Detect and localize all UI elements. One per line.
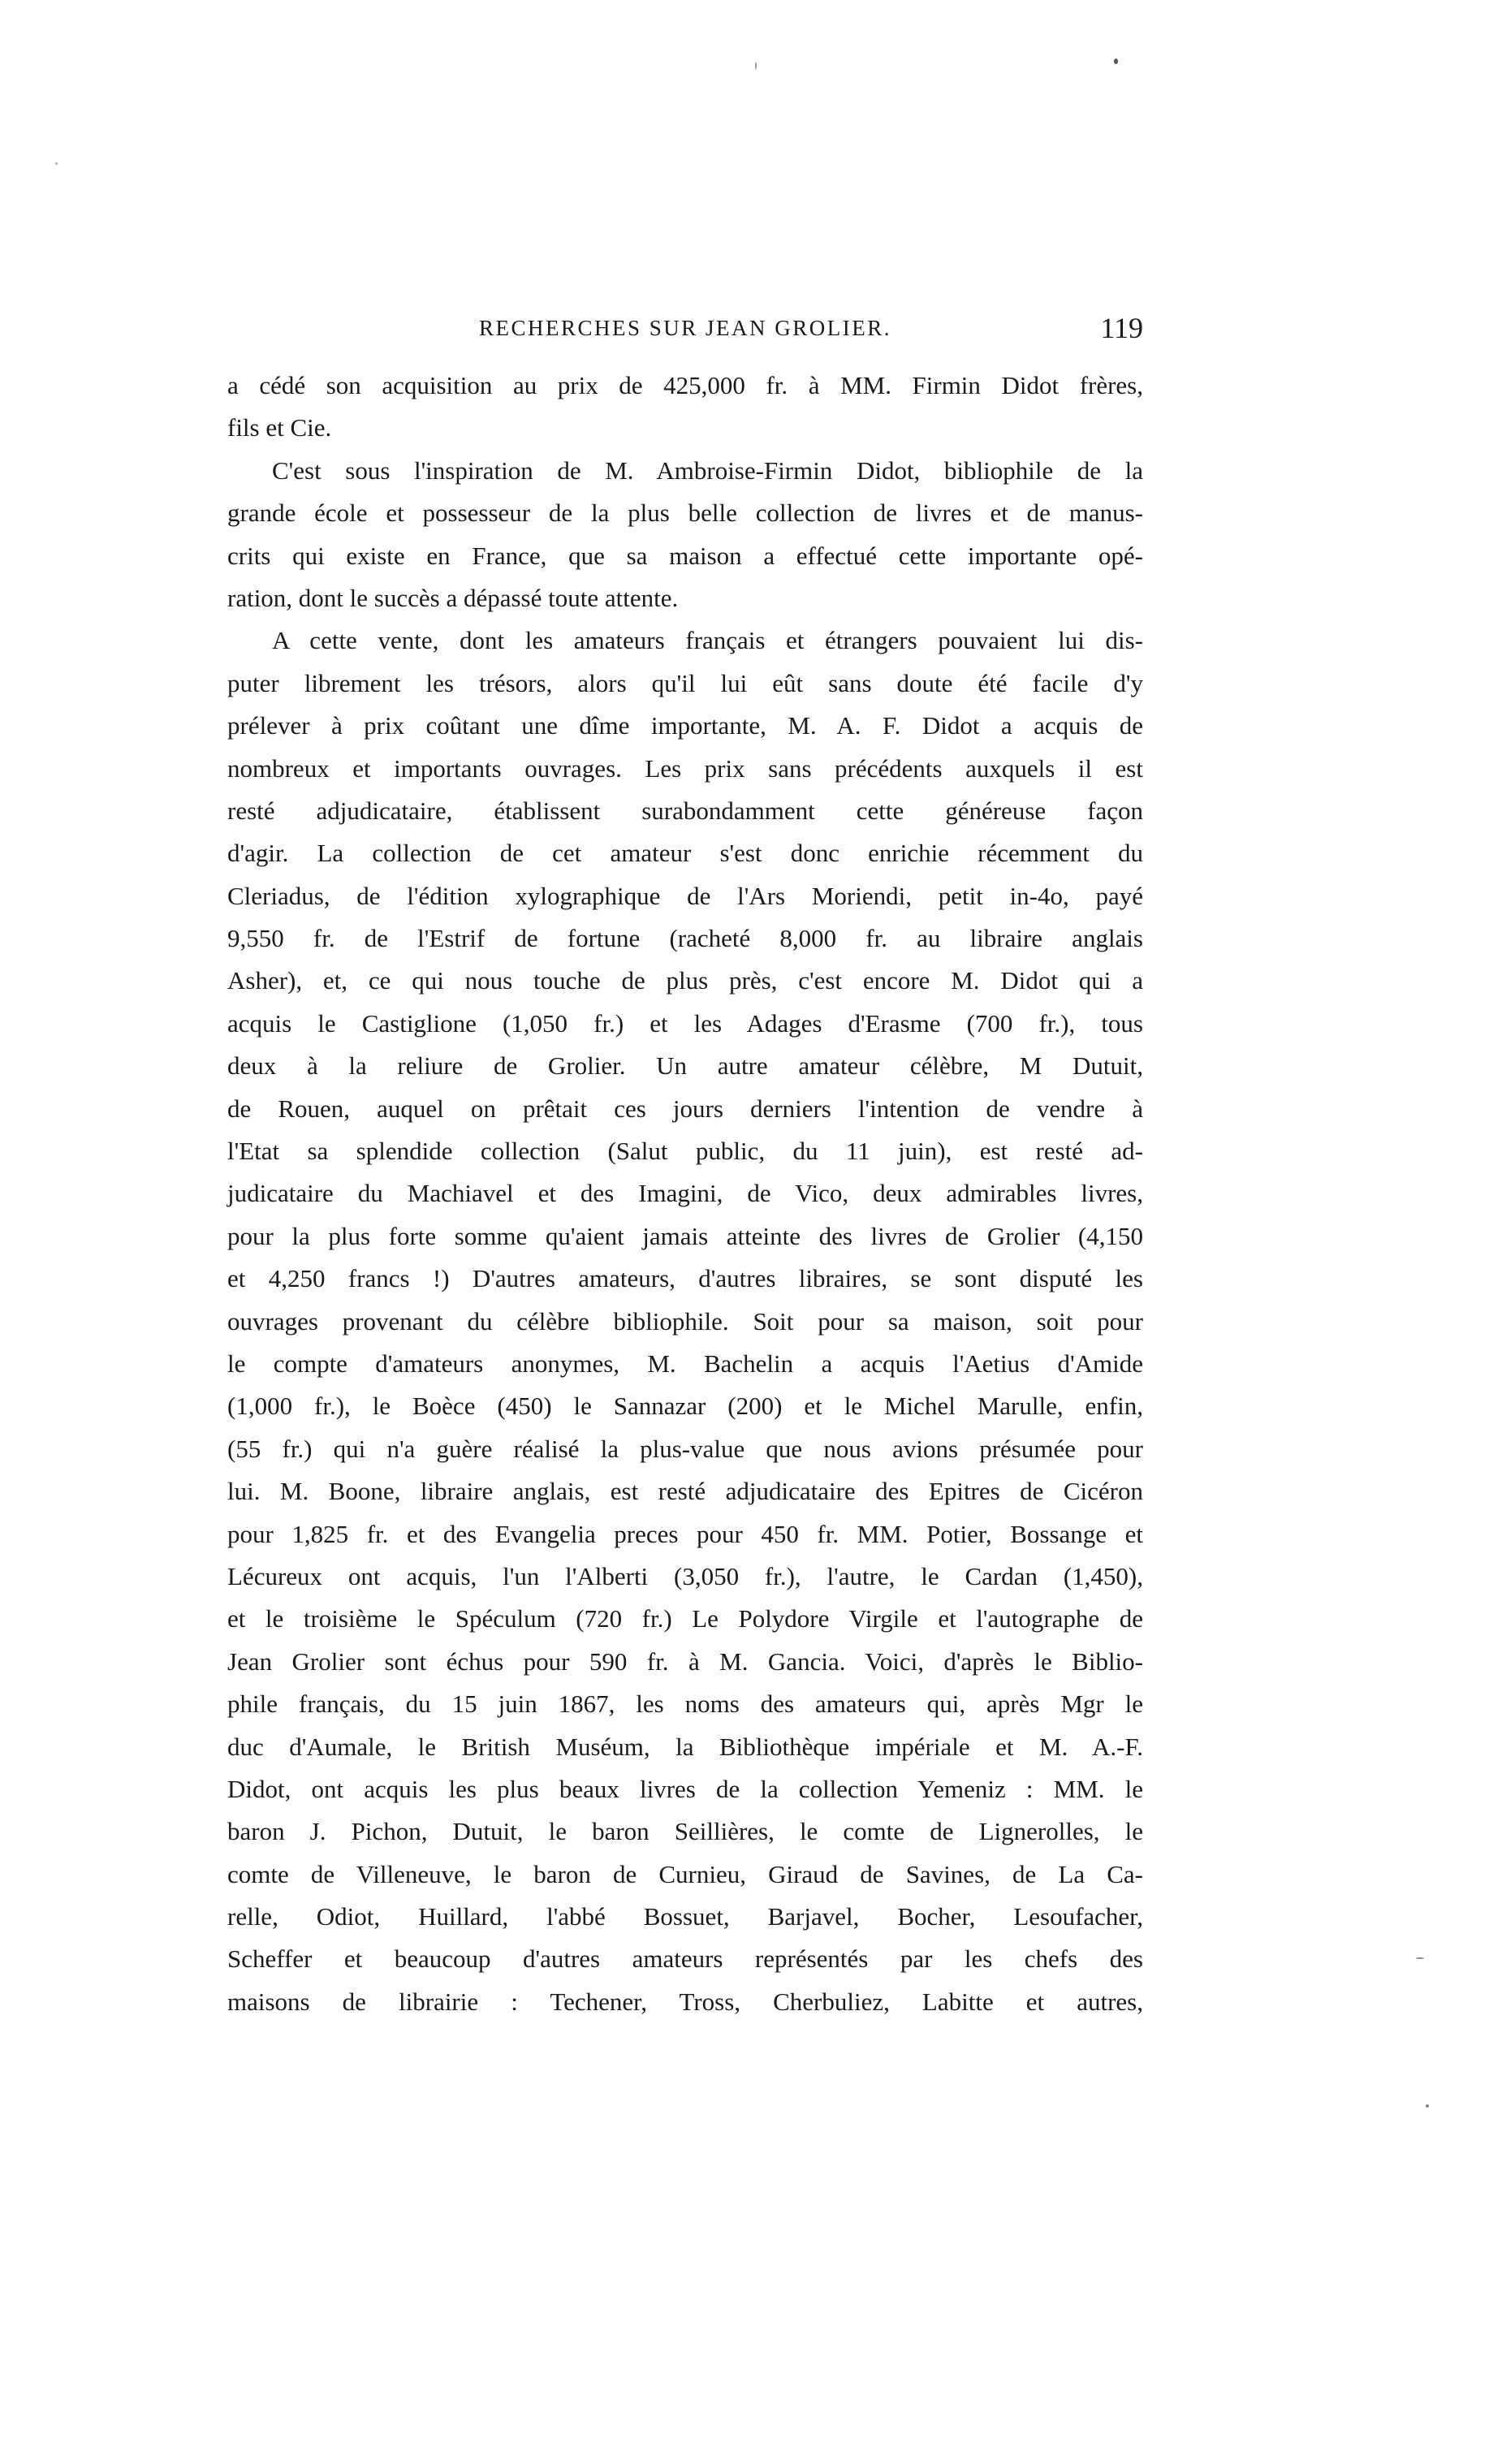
text-line: ration, dont le succès a dépassé toute attente.	[227, 583, 679, 612]
text-line: deux à la reliure de Grolier. Un autre amateur célèbre, M Dutuit,	[227, 1051, 1143, 1081]
text-line: (1,000 fr.), le Boèce (450) le Sannazar (200) et le Michel Marulle, enfin,	[227, 1392, 1143, 1421]
text-line: relle, Odiot, Huillard, l'abbé Bossuet, Barjavel, Bocher, Lesoufacher,	[227, 1902, 1143, 1931]
text-line: prélever à prix coûtant une dîme importante, M. A. F. Didot a acquis de	[227, 711, 1143, 740]
text-line: maisons de librairie : Techener, Tross, Cherbuliez, Labitte et autres,	[227, 1987, 1143, 2016]
text-line: (55 fr.) qui n'a guère réalisé la plus-value que nous avions présumée pour	[227, 1434, 1143, 1463]
text-line: d'agir. La collection de cet amateur s'est donc enrichie récemment du	[227, 839, 1143, 868]
text-line: puter librement les trésors, alors qu'il lui eût sans doute été facile d'y	[227, 668, 1143, 697]
text-line: acquis le Castiglione (1,050 fr.) et les Adages d'Erasme (700 fr.), tous	[227, 1008, 1143, 1038]
text-line: Didot, ont acquis les plus beaux livres de la collection Yemeniz : MM. le	[227, 1774, 1143, 1803]
paper-speck	[1114, 58, 1118, 64]
paper-speck	[1426, 2104, 1429, 2108]
body-text	[227, 365, 1143, 2023]
text-line: Asher), et, ce qui nous touche de plus près, c'est encore M. Didot qui a	[227, 966, 1143, 995]
paper-speck	[55, 162, 58, 165]
paper-speck	[1416, 1957, 1424, 1959]
text-line: A cette vente, dont les amateurs français et étrangers pouvaient lui dis-	[272, 626, 1143, 655]
text-line: ouvrages provenant du célèbre bibliophile. Soit pour sa maison, soit pour	[227, 1306, 1143, 1336]
text-line: judicataire du Machiavel et des Imagini, de Vico, deux admirables livres,	[227, 1179, 1143, 1208]
text-line: duc d'Aumale, le British Muséum, la Bibliothèque impériale et M. A.-F.	[227, 1732, 1143, 1761]
text-line: C'est sous l'inspiration de M. Ambroise-Firmin Didot, bibliophile de la	[272, 455, 1143, 485]
text-line: baron J. Pichon, Dutuit, le baron Seillières, le comte de Lignerolles, le	[227, 1817, 1143, 1846]
text-line: phile français, du 15 juin 1867, les noms des amateurs qui, après Mgr le	[227, 1689, 1143, 1719]
running-head	[227, 311, 1143, 352]
text-line: et le troisième le Spéculum (720 fr.) Le Polydore Virgile et l'autographe de	[227, 1604, 1143, 1633]
text-line: resté adjudicataire, établissent surabondamment cette généreuse façon	[227, 796, 1143, 825]
page-number: 119	[1100, 312, 1143, 344]
text-line: Cleriadus, de l'édition xylographique de l'Ars Moriendi, petit in-4o, payé	[227, 881, 1143, 910]
text-line: crits qui existe en France, que sa maison a effectué cette importante opé-	[227, 541, 1143, 570]
text-line: fils et Cie.	[227, 413, 332, 442]
running-title: RECHERCHES SUR JEAN GROLIER.	[478, 316, 892, 340]
text-line: 9,550 fr. de l'Estrif de fortune (racheté 8,000 fr. au libraire anglais	[227, 924, 1143, 953]
text-line: lui. M. Boone, libraire anglais, est resté adjudicataire des Epitres de Cicéron	[227, 1477, 1143, 1506]
text-line: a cédé son acquisition au prix de 425,000 fr. à MM. Firmin Didot frères,	[227, 371, 1143, 399]
text-line: pour 1,825 fr. et des Evangelia preces pour 450 fr. MM. Potier, Bossange et	[227, 1519, 1143, 1548]
text-line: comte de Villeneuve, le baron de Curnieu, Giraud de Savines, de La Ca-	[227, 1859, 1143, 1888]
paper-speck	[755, 62, 757, 70]
text-line: le compte d'amateurs anonymes, M. Bachelin a acquis l'Aetius d'Amide	[227, 1349, 1143, 1378]
text-line: grande école et possesseur de la plus belle collection de livres et de manus-	[227, 498, 1143, 528]
text-line: nombreux et importants ouvrages. Les prix sans précédents auxquels il est	[227, 753, 1143, 783]
text-line: Jean Grolier sont échus pour 590 fr. à M. Gancia. Voici, d'après le Biblio-	[227, 1646, 1143, 1676]
text-line: l'Etat sa splendide collection (Salut public, du 11 juin), est resté ad-	[227, 1137, 1143, 1166]
text-line: Lécureux ont acquis, l'un l'Alberti (3,050 fr.), l'autre, le Cardan (1,450),	[227, 1561, 1143, 1590]
text-line: de Rouen, auquel on prêtait ces jours derniers l'intention de vendre à	[227, 1094, 1143, 1123]
text-line: Scheffer et beaucoup d'autres amateurs représentés par les chefs des	[227, 1944, 1143, 1974]
text-line: pour la plus forte somme qu'aient jamais atteinte des livres de Grolier (4,150	[227, 1221, 1143, 1250]
text-line: et 4,250 francs !) D'autres amateurs, d'autres libraires, se sont disputé les	[227, 1264, 1143, 1293]
